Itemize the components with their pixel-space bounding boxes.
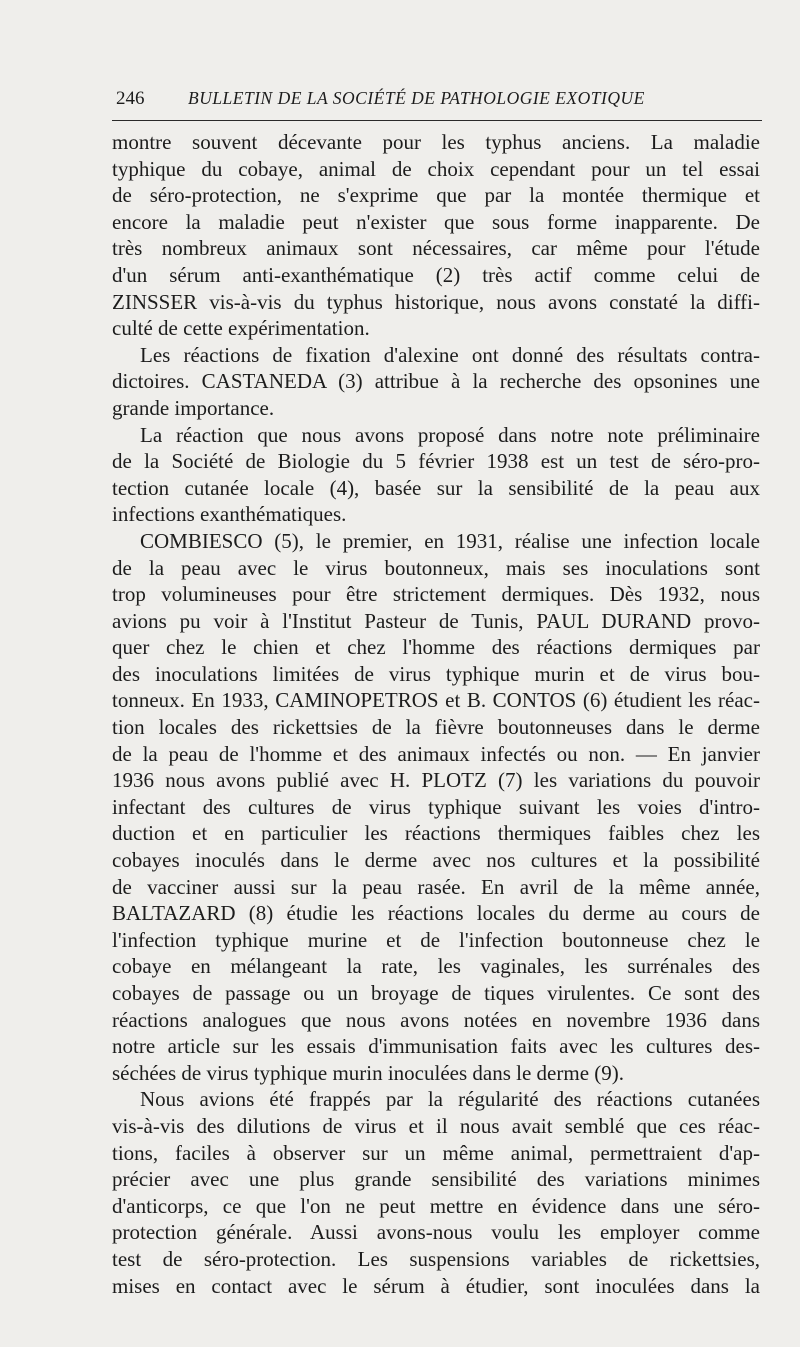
text-line: séchées de virus typhique murin inoculées dans le derme (9). — [112, 1060, 625, 1085]
journal-title: BULLETIN DE LA SOCIÉTÉ DE PATHOLOGIE EXOTIQUE — [188, 88, 645, 108]
text-line: mises en contact avec le sérum à étudier, sont inoculées dans la — [112, 1273, 760, 1298]
text-line: montre souvent décevante pour les typhus anciens. La maladie — [112, 130, 760, 154]
text-line: infections exanthématiques. — [112, 502, 347, 527]
text-line: de la peau de l'homme et des animaux infectés ou non. — En janvier — [112, 741, 760, 766]
body-text — [112, 129, 760, 1299]
text-line: des inoculations limitées de virus typhique murin et de virus bou- — [112, 661, 760, 686]
text-line: quer chez le chien et chez l'homme des réactions dermiques par — [112, 635, 760, 660]
text-line: tection cutanée locale (4), basée sur la sensibilité de la peau aux — [112, 475, 760, 500]
text-line: 1936 nous avons publié avec H. PLOTZ (7) les variations du pouvoir — [112, 768, 760, 793]
text-line: Les réactions de fixation d'alexine ont donné des résultats contra- — [140, 342, 760, 367]
text-line: culté de cette expérimentation. — [112, 316, 370, 341]
text-line: de vacciner aussi sur la peau rasée. En avril de la même année, — [112, 874, 760, 899]
text-line: avions pu voir à l'Institut Pasteur de Tunis, PAUL DURAND provo- — [112, 608, 760, 633]
text-line: de la Société de Biologie du 5 février 1938 est un test de séro-pro- — [112, 449, 760, 474]
text-line: BALTAZARD (8) étudie les réactions locales du derme au cours de — [112, 901, 760, 926]
page-number: 246 — [116, 88, 145, 109]
text-line: grande importance. — [112, 395, 275, 420]
text-line: Nous avions été frappés par la régularité des réactions cutanées — [140, 1087, 760, 1112]
text-line: de séro-protection, ne s'exprime que par la montée thermique et — [112, 183, 760, 208]
text-line: cobayes de passage ou un broyage de tiques virulentes. Ce sont des — [112, 981, 760, 1005]
text-line: encore la maladie peut n'exister que sous forme inapparente. De — [112, 209, 760, 234]
text-line: tions, faciles à observer sur un même animal, permettraient d'ap- — [112, 1140, 760, 1165]
text-line: d'anticorps, ce que l'on ne peut mettre en évidence dans une séro- — [112, 1193, 760, 1218]
text-line: d'un sérum anti-exanthématique (2) très actif comme celui de — [112, 262, 760, 287]
running-header — [112, 88, 762, 121]
text-line: l'infection typhique murine et de l'infection boutonneuse chez le — [112, 927, 760, 952]
text-line: protection générale. Aussi avons-nous voulu les employer comme — [112, 1220, 760, 1245]
text-line: notre article sur les essais d'immunisation faits avec les cultures des- — [112, 1034, 760, 1059]
text-line: tonneux. En 1933, CAMINOPETROS et B. CONTOS (6) étudient les réac- — [112, 688, 760, 713]
text-line: La réaction que nous avons proposé dans notre note préliminaire — [140, 422, 760, 447]
text-line: tion locales des rickettsies de la fièvre boutonneuses dans le derme — [112, 715, 760, 740]
text-line: réactions analogues que nous avons notées en novembre 1936 dans — [112, 1007, 760, 1032]
text-line: vis-à-vis des dilutions de virus et il nous avait semblé que ces réac- — [112, 1113, 760, 1138]
text-line: de la peau avec le virus boutonneux, mais ses inoculations sont — [112, 555, 760, 580]
text-line: duction et en particulier les réactions thermiques faibles chez les — [112, 821, 760, 846]
text-line: trop volumineuses pour être strictement dermiques. Dès 1932, nous — [112, 582, 760, 607]
text-line: ZINSSER vis-à-vis du typhus historique, nous avons constaté la diffi- — [112, 289, 760, 314]
text-line: infectant des cultures de virus typhique suivant les voies d'intro- — [112, 794, 760, 819]
text-line: COMBIESCO (5), le premier, en 1931, réalise une infection locale — [140, 528, 760, 553]
text-line: cobayes inoculés dans le derme avec nos cultures et la possibilité — [112, 848, 760, 873]
text-line: test de séro-protection. Les suspensions variables de rickettsies, — [112, 1246, 760, 1271]
text-line: cobaye en mélangeant la rate, les vaginales, les surrénales des — [112, 954, 760, 979]
text-line: précier avec une plus grande sensibilité des variations minimes — [112, 1167, 760, 1192]
text-line: dictoires. CASTANEDA (3) attribue à la recherche des opsonines une — [112, 369, 760, 394]
text-line: typhique du cobaye, animal de choix cependant pour un tel essai — [112, 156, 760, 181]
text-line: très nombreux animaux sont nécessaires, car même pour l'étude — [112, 236, 760, 261]
